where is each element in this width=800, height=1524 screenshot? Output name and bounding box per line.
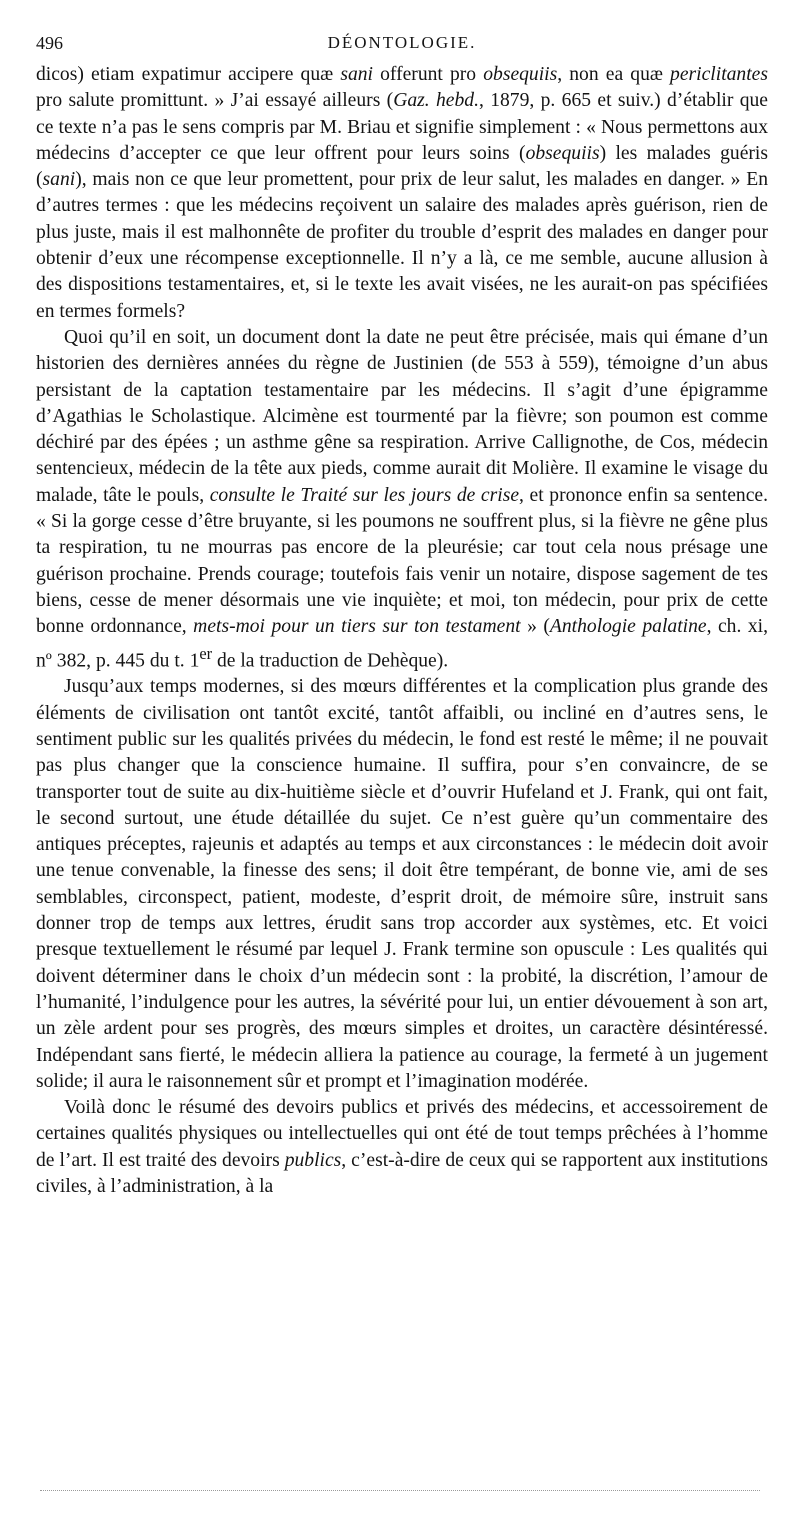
text-run: pro salute promittunt. » J’ai essayé ailleurs ( bbox=[36, 90, 394, 112]
running-title: DÉONTOLOGIE. bbox=[327, 33, 477, 52]
text-run: ), mais non ce que leur promettent, pour prix de leur salut, les malades en danger. » En d’autres termes : que les médecins reçoivent un salaire des malades après guérison, rien de plus juste, mais il est malhonnête de profiter du trouble d’esprit des malades en danger pour obtenir d’eux une récompense exceptionnelle. Il n’y a là, ce me semble, aucune allusion à des dispositions testamentaires, et, si le texte les avait visées, ne les aurait-on pas spécifiées en termes formels? bbox=[36, 169, 768, 322]
text-run: dicos) etiam expatimur accipere quæ bbox=[36, 64, 341, 85]
italic-text: Anthologie palatine bbox=[549, 616, 707, 638]
italic-text: sani bbox=[340, 64, 373, 85]
text-run: , c’est-à-dire de ceux qui se rapportent aux institutions civiles, à l’administration, à la bbox=[36, 1149, 768, 1197]
paragraph bbox=[36, 325, 768, 674]
italic-text: sani bbox=[42, 169, 76, 191]
text-run: Voilà donc le résumé des devoirs publics et privés des médecins, et accessoirement de certaines qualités physiques ou intellectuelles qui ont été de tout temps prêchées à l’homme de l’art. Il est traité des devoirs bbox=[36, 1097, 768, 1171]
paragraph bbox=[36, 674, 768, 1095]
italic-text: publics bbox=[284, 1149, 342, 1171]
text-run: ) les malades guéris ( bbox=[36, 142, 768, 191]
text-run: offerunt pro bbox=[373, 64, 484, 85]
italic-text: obsequiis bbox=[525, 142, 600, 164]
text-run: , 1879, p. 665 et suiv.) d’établir que ce texte n’a pas le sens compris par M. Briau et signifie simplement : « Nous permettons aux médecins d’accepter ce que leur offrent pour leurs soins ( bbox=[36, 90, 768, 164]
italic-text: mets-moi pour un tiers sur ton testament bbox=[193, 616, 521, 638]
text-run: , et prononce enfin sa sentence. « Si la gorge cesse d’être bruyante, si les poumons ne souffrent plus, si la fièvre ne gêne plus ta respiration, tu ne mourras pas encore de la pleurésie; car tout cela nous présage une guérison prochaine. Prends courage; toutefois fais venir un notaire, dispose sagement de tes biens, cesse de mener désormais une vie inquiète; et moi, ton médecin, pour prix de cette bonne ordonnance, bbox=[36, 484, 768, 638]
text-run: , non ea quæ bbox=[557, 64, 671, 85]
text-run: Quoi qu’il en soit, un document dont la date ne peut être précisée, mais qui émane d’un historien des dernières années du règne de Justinien (de 553 à 559), témoigne d’un abus persistant de la captation testamentaire par les médecins. Il s’agit d’une épigramme d’Agathias le Scholastique. Alcimène est tourmenté par la fièvre; son poumon est comme déchiré par des épées ; un asthme gêne sa respiration. Arrive Callignothe, de Cos, médecin sentencieux, médecin de la tête aux pieds, comme aurait dit Molière. Il examine le visage du malade, tâte le pouls, bbox=[36, 326, 768, 506]
running-head bbox=[36, 30, 768, 62]
italic-text: Gaz. hebd. bbox=[393, 90, 479, 112]
bottom-rule bbox=[40, 1490, 760, 1491]
text-run: Jusqu’aux temps modernes, si des mœurs différentes et la complication plus grande des éléments de civilisation ont tantôt excité, tantôt affaibli, ou incliné en d’autres sens, le sentiment public sur les qualités privées du médecin, le fond est resté le même; il ne pouvait pas plus changer que la conscience humaine. Il suffira, pour s’en convaincre, de se transporter tout de suite au dix-huitième siècle et d’ouvrir Hufeland et J. Frank, qui ont fait, le second surtout, une étude détaillée du sujet. Ce n’est guère qu’un commentaire des antiques préceptes, rajeunis et adaptés au temps et aux circonstances : le médecin doit avoir une tenue convenable, la finesse des sens; il doit être tempérant, de bonne vie, ami de ses semblables, circonspect, patient, modeste, d’esprit droit, de mémoire sûre, instruit sans donner trop de temps aux lettres, érudit sans trop accorder aux systèmes, etc. Et voici presque textuellement le résumé par lequel J. Frank termine son opuscule : Les qualités qui doivent déterminer dans le choix d’un médecin sont : la probité, la discrétion, l’amour de l’humanité, l’indulgence pour les autres, la sévérité pour lui, un entier dévouement à son art, un zèle ardent pour ses progrès, des mœurs simples et droites, un caractère désintéressé. Indépendant sans fierté, le médecin alliera la patience au courage, la fermeté à un jugement solide; il aura le raisonnement sûr et prompt et l’imagination modérée. bbox=[36, 676, 768, 1092]
italic-text: obsequiis bbox=[483, 64, 558, 85]
italic-text: consulte le Traité sur les jours de crise bbox=[209, 484, 520, 506]
paragraph bbox=[36, 62, 768, 325]
page-number: 496 bbox=[36, 33, 63, 53]
body-text bbox=[36, 62, 768, 1200]
text-run: » ( bbox=[520, 616, 550, 638]
superscript-text: er bbox=[199, 643, 213, 663]
text-run: , ch. xi, nº 382, p. 445 du t. 1 bbox=[36, 616, 768, 672]
book-page bbox=[36, 30, 768, 1200]
text-run: de la traduction de Dehèque). bbox=[212, 650, 449, 672]
paragraph bbox=[36, 1095, 768, 1200]
italic-text: periclitantes bbox=[670, 64, 768, 85]
